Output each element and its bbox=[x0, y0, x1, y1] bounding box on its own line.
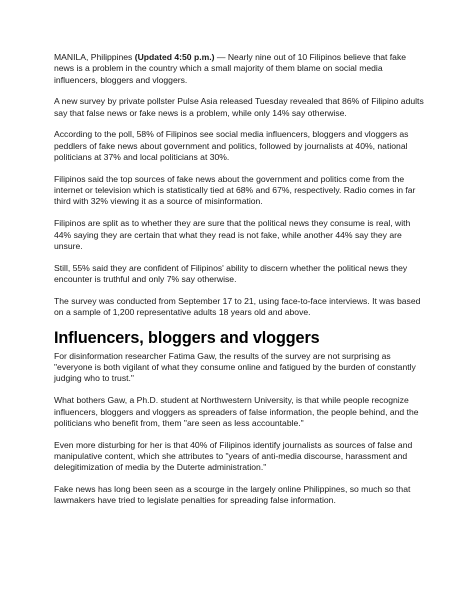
lead-text: — Nearly nine out of 10 Filipinos believe that fake news is a problem in the country which a small majority of them blame on social media influencers, bloggers and vloggers. bbox=[54, 52, 407, 85]
paragraph: What bothers Gaw, a Ph.D. student at Northwestern University, is that while people recognize influencers, bloggers and vloggers as spreaders of false information, the people behind, and the politicians who benefit from, them "are seen as less accountable." bbox=[54, 395, 419, 428]
article-body bbox=[54, 52, 424, 517]
paragraph: The survey was conducted from September 17 to 21, using face-to-face interviews. It was based on a sample of 1,200 representative adults 18 years old and above. bbox=[54, 295, 421, 318]
paragraph: According to the poll, 58% of Filipinos see social media influencers, bloggers and vloggers as peddlers of fake news about government and politics, followed by journalists at 40%, national politicians at 37% and local politicians at 30%. bbox=[54, 129, 409, 163]
update-timestamp: (Updated 4:50 p.m.) bbox=[134, 52, 215, 62]
paragraph: A new survey by private pollster Pulse Asia released Tuesday revealed that 86% of Filipino adults say that false news or fake news is a problem, while only 14% say otherwise. bbox=[54, 96, 424, 118]
paragraph: Filipinos are split as to whether they are sure that the political news they consume is real, with 44% saying they are certain that what they read is not fake, while another 44% say they are unsure. bbox=[54, 218, 411, 251]
lead-paragraph bbox=[54, 52, 424, 86]
paragraph: Still, 55% said they are confident of Filipinos' ability to discern whether the political news they encounter is truthful and only 7% say otherwise. bbox=[54, 262, 408, 284]
paragraph: Filipinos said the top sources of fake news about the government and politics come from the internet or television which is statistically tied at 68% and 67%, respectively. Radio comes in far third with 32% viewing it as a source of misinformation. bbox=[54, 173, 416, 207]
paragraph: Fake news has long been seen as a scourge in the largely online Philippines, so much so that lawmakers have tried to legislate penalties for spreading false information. bbox=[54, 484, 411, 506]
paragraph: Even more disturbing for her is that 40% of Filipinos identify journalists as sources of false and manipulative content, which she attributes to "years of anti-media discourse, harassment and delegitimization of media by the Duterte administration." bbox=[54, 439, 413, 473]
paragraph: For disinformation researcher Fatima Gaw, the results of the survey are not surprising as "everyone is both vigilant of what they consume online and fatigued by the burden of constantly judging who to trust." bbox=[54, 350, 416, 384]
section-heading: Influencers, bloggers and vloggers bbox=[54, 328, 320, 347]
dateline: MANILA, Philippines bbox=[54, 52, 135, 62]
